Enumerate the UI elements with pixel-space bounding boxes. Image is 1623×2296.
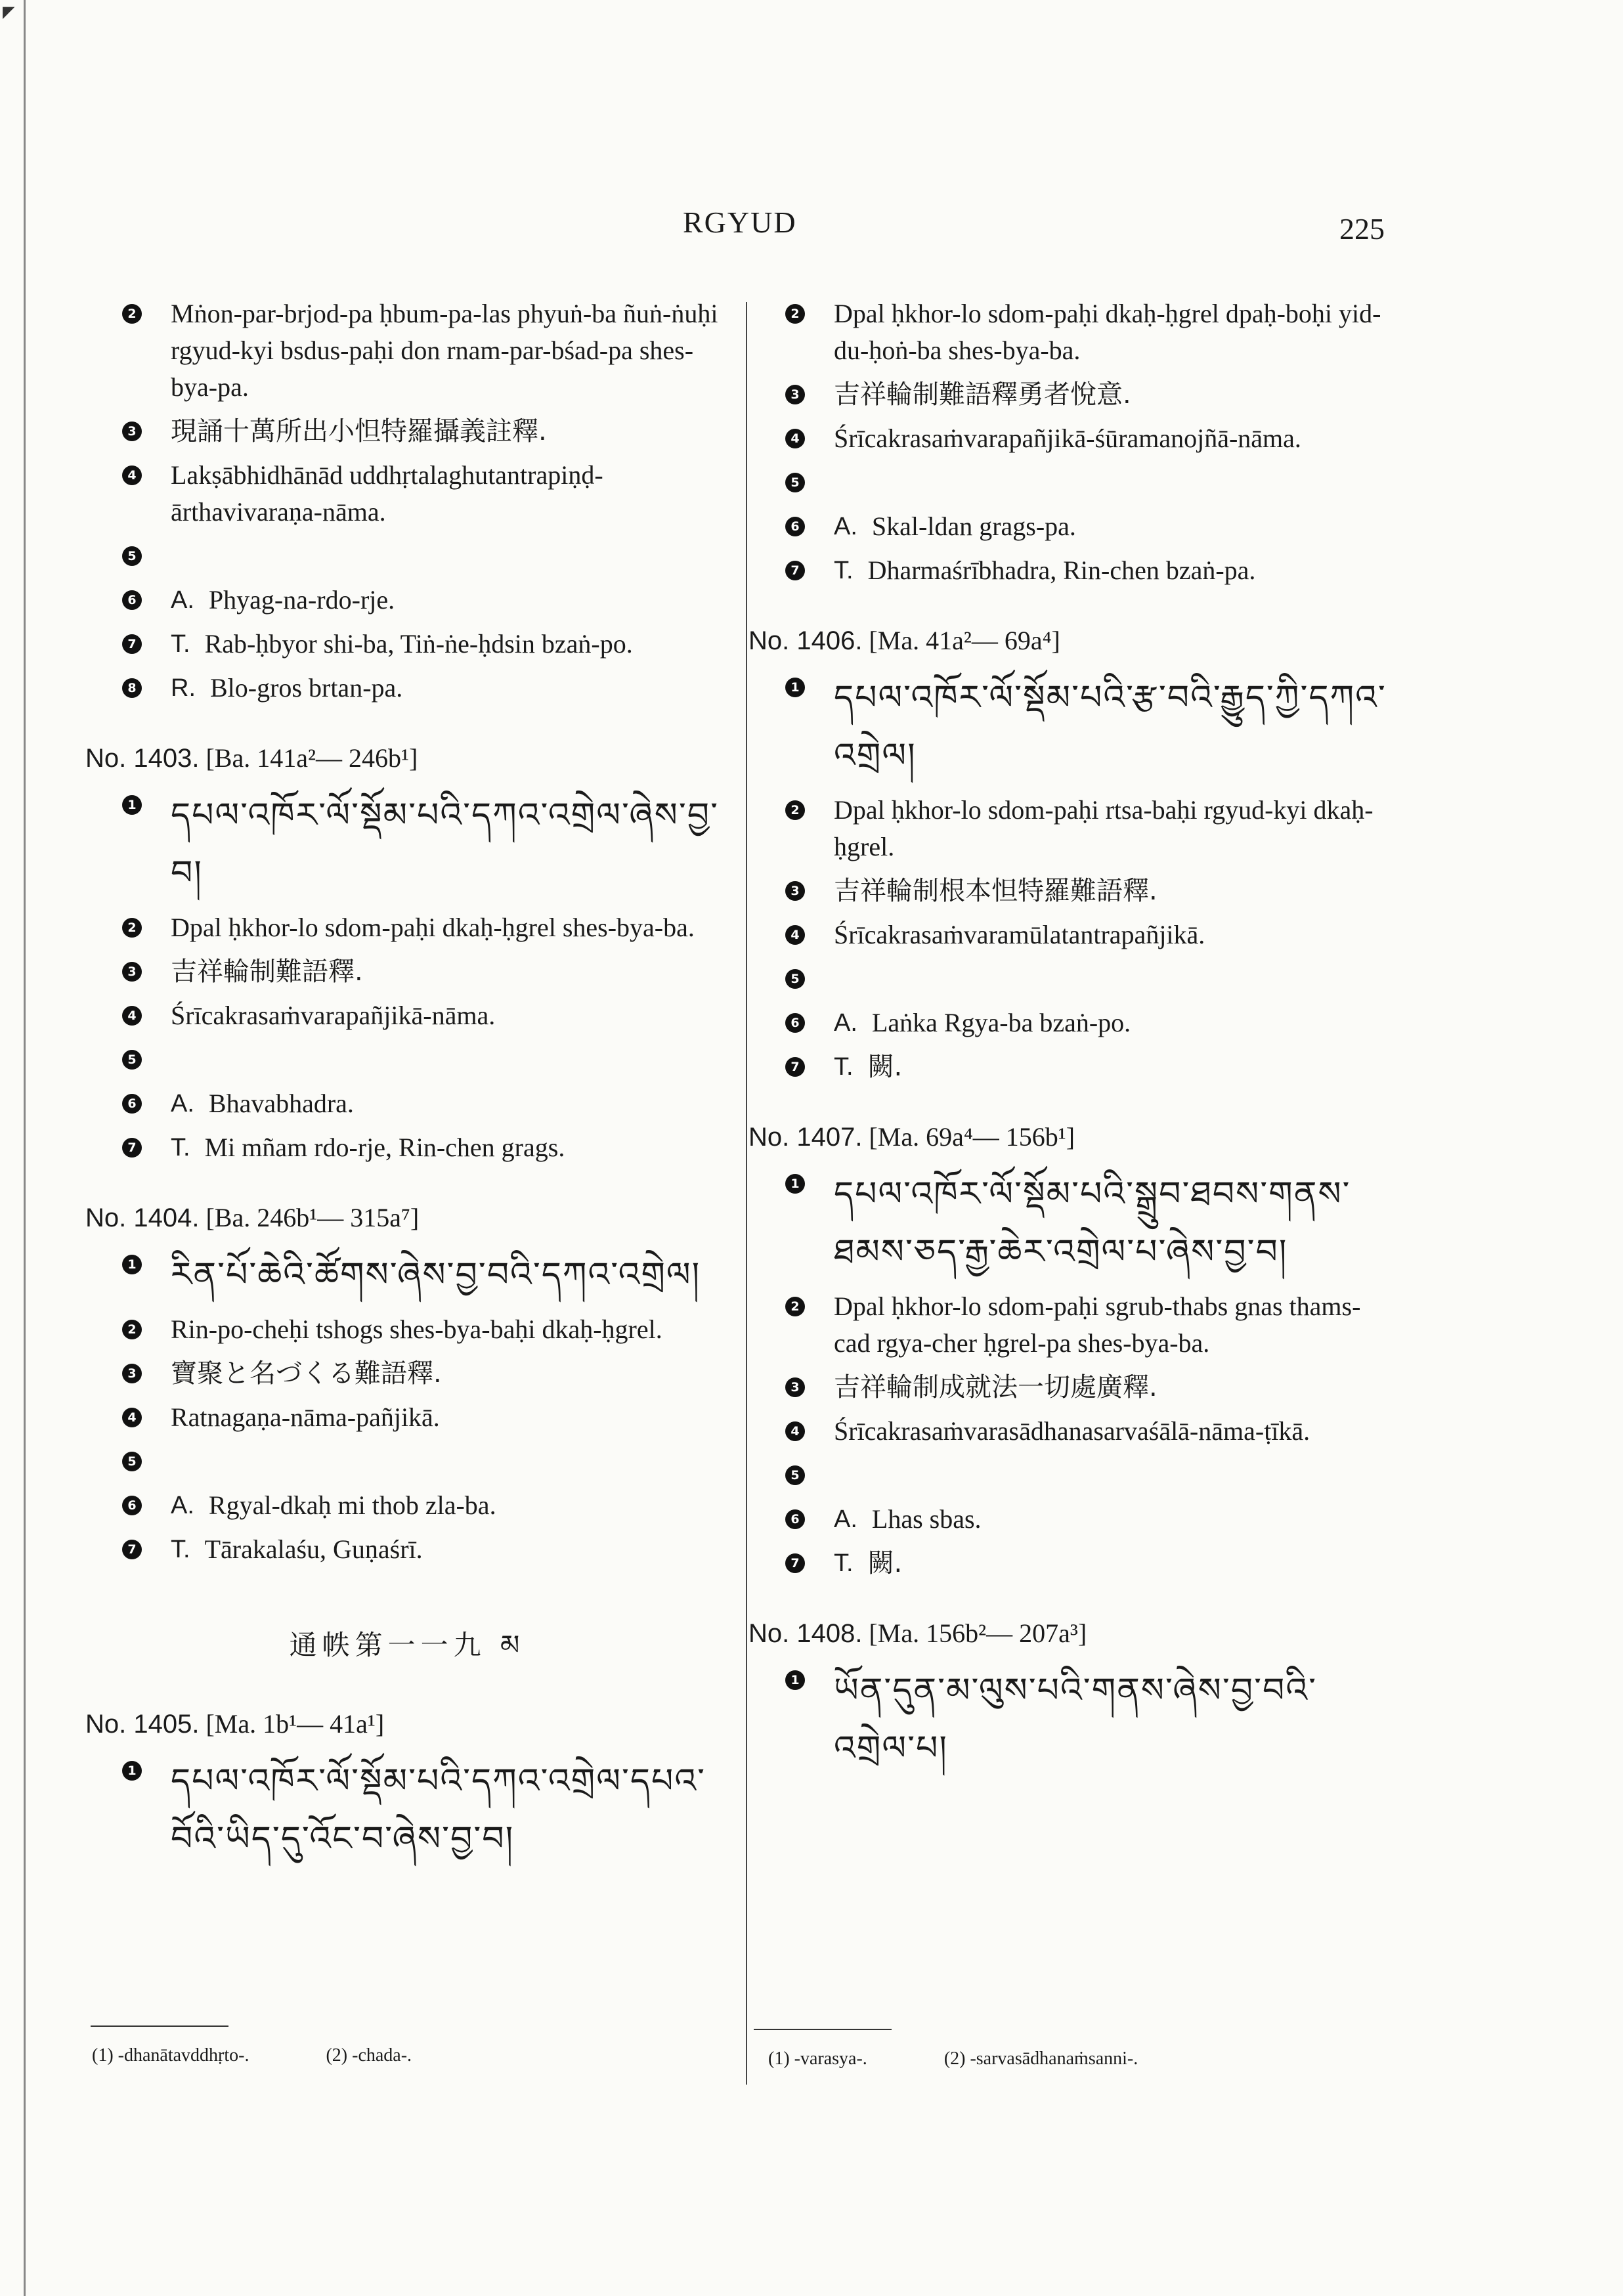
field-text: Blo-gros brtan-pa. xyxy=(210,673,403,703)
field-text: 現誦十萬所出小怛特羅攝義註釋. xyxy=(171,416,547,446)
field-letter: A. xyxy=(171,1090,194,1117)
field-tibetan-script xyxy=(748,1662,1392,1777)
field-marker: 4 xyxy=(785,429,805,448)
field-marker: 4 xyxy=(122,1408,142,1427)
entry-number: No. 1408. xyxy=(748,1619,863,1648)
entry-reference: [Ba. 141a²— 246b¹] xyxy=(206,743,418,773)
field-text xyxy=(171,1443,729,1480)
footnote: (2) -chada-. xyxy=(326,2045,412,2066)
field-marker: 3 xyxy=(785,881,805,901)
field-marker: 3 xyxy=(785,385,805,404)
field-letter: T. xyxy=(834,557,854,584)
field-text: Tārakalaśu, Guṇaśrī. xyxy=(204,1534,423,1564)
corner-mark-icon: ◤ xyxy=(3,3,15,21)
field-marker: 2 xyxy=(122,304,142,324)
right-column xyxy=(748,295,1392,1785)
field-tibetan-transliteration xyxy=(85,1311,729,1348)
entry-number: No. 1405. xyxy=(85,1710,200,1739)
field-text: Bhavabhadra. xyxy=(208,1089,354,1118)
field-marker: 4 xyxy=(122,1006,142,1026)
field-chinese-title xyxy=(748,873,1392,909)
entry-1405-continued xyxy=(748,295,1392,589)
field-text: 吉祥輪制難語釋勇者悅意. xyxy=(834,379,1131,410)
field-marker: 1 xyxy=(122,795,142,815)
field-marker: 6 xyxy=(785,1509,805,1529)
entry-heading xyxy=(748,1118,1392,1156)
column-divider xyxy=(746,302,747,2085)
field-marker: 5 xyxy=(122,546,142,566)
field-marker: 2 xyxy=(785,800,805,820)
field-marker: 7 xyxy=(122,1540,142,1559)
entry-1407 xyxy=(748,1118,1392,1582)
field-text: Phyag-na-rdo-rje. xyxy=(208,585,395,615)
entry-heading xyxy=(748,1614,1392,1653)
field-marker: 6 xyxy=(122,1094,142,1114)
field-letter: A. xyxy=(834,513,857,540)
field-marker: 3 xyxy=(122,1364,142,1383)
field-text: Rin-po-cheḥi tshogs shes-bya-baḥi dkaḥ-ḥgrel. xyxy=(171,1314,662,1344)
field-marker: 5 xyxy=(785,473,805,492)
footnote-rule xyxy=(91,2025,228,2027)
field-tibetan-transliteration xyxy=(748,1288,1392,1362)
field-text: 吉祥輪制根本怛特羅難語釋. xyxy=(834,876,1158,906)
field-text: དཔལ་འཁོར་ལོ་སྡོམ་པའི་རྩ་བའི་རྒྱུད་ཀྱི་དཀའ་འགྲེལ། xyxy=(834,678,1387,775)
footnote: (2) -sarvasādhanaṁsanni-. xyxy=(943,2048,1138,2069)
entry-reference: [Ma. 41a²— 69a⁴] xyxy=(869,626,1060,655)
field-text: Laṅka Rgya-ba bzaṅ-po. xyxy=(871,1008,1131,1037)
entry-1403 xyxy=(85,739,729,1166)
field-text: Skal-ldan grags-pa. xyxy=(871,511,1076,541)
field-marker: 7 xyxy=(122,1138,142,1158)
field-sanskrit-title xyxy=(748,917,1392,953)
field-author xyxy=(85,1487,729,1524)
field-text: Śrīcakrasaṁvarapañjikā-śūramanojñā-nāma. xyxy=(834,423,1301,453)
field-marker: 4 xyxy=(785,925,805,945)
field-marker: 7 xyxy=(122,634,142,654)
field-marker: 2 xyxy=(785,304,805,324)
field-marker: 7 xyxy=(785,1553,805,1573)
field-author xyxy=(748,1501,1392,1538)
field-marker: 1 xyxy=(122,1761,142,1781)
field-text: 吉祥輪制難語釋. xyxy=(171,957,363,987)
field-text xyxy=(834,961,1392,997)
running-header: RGYUD xyxy=(683,206,797,239)
entry-reference: [Ba. 246b¹— 315a⁷] xyxy=(206,1203,420,1232)
field-tibetan-script xyxy=(748,1165,1392,1281)
entry-number: No. 1404. xyxy=(85,1203,200,1232)
field-text: དཔལ་འཁོར་ལོ་སྡོམ་པའི་དཀའ་འགྲེལ་ཞེས་བྱ་བ། xyxy=(171,796,719,893)
field-author xyxy=(748,1005,1392,1041)
field-marker: 6 xyxy=(785,1013,805,1033)
field-text: རིན་པོ་ཆེའི་ཚོགས་ཞེས་བྱ་བའི་དཀའ་འགྲེལ། xyxy=(171,1255,701,1295)
field-sanskrit-title xyxy=(85,997,729,1034)
entry-heading xyxy=(85,1199,729,1237)
field-empty xyxy=(748,464,1392,501)
field-marker: 2 xyxy=(785,1297,805,1316)
field-text: 寶聚と名づくる難語釋. xyxy=(171,1358,442,1389)
entry-reference: [Ma. 1b¹— 41a¹] xyxy=(206,1709,385,1739)
field-letter: T. xyxy=(171,1536,190,1563)
entry-number: No. 1406. xyxy=(748,626,863,655)
field-marker: 1 xyxy=(122,1255,142,1274)
footnote: (1) -dhanātavddhṛto-. xyxy=(92,2045,249,2066)
page-number: 225 xyxy=(1339,212,1385,246)
field-tibetan-script xyxy=(85,1752,729,1868)
field-text: Śrīcakrasaṁvarapañjikā-nāma. xyxy=(171,1001,496,1030)
field-letter: A. xyxy=(834,1009,857,1037)
field-tibetan-script xyxy=(85,1246,729,1304)
field-tibetan-transliteration xyxy=(748,295,1392,369)
field-marker: 1 xyxy=(785,678,805,697)
entry-1404 xyxy=(85,1199,729,1568)
field-text: ཡོན་དུན་མ་ལུས་པའི་གནས་ཞེས་བྱ་བའི་འགྲེལ་པ། xyxy=(834,1671,1318,1768)
footnote: (1) -varasya-. xyxy=(768,2048,867,2069)
field-text xyxy=(171,538,729,574)
entry-heading xyxy=(748,622,1392,660)
field-marker: 7 xyxy=(785,561,805,580)
field-chinese-title xyxy=(748,1369,1392,1406)
entry-1406 xyxy=(748,622,1392,1085)
field-author xyxy=(748,508,1392,545)
field-marker: 5 xyxy=(122,1050,142,1070)
page-edge-line xyxy=(24,0,26,2296)
field-tibetan-script xyxy=(748,669,1392,785)
field-marker: 3 xyxy=(122,422,142,441)
field-translator xyxy=(748,552,1392,589)
entry-1405 xyxy=(85,1705,729,1868)
field-marker: 1 xyxy=(785,1174,805,1194)
field-letter: A. xyxy=(171,1492,194,1519)
field-tibetan-transliteration xyxy=(85,909,729,946)
field-text xyxy=(834,464,1392,501)
field-tibetan-transliteration xyxy=(748,792,1392,865)
field-translator xyxy=(85,626,729,662)
field-letter: A. xyxy=(171,586,194,614)
field-text: དཔལ་འཁོར་ལོ་སྡོམ་པའི་དཀའ་འགྲེལ་དཔའ་བོའི་ཡིད་དུ་འོང་བ་ཞེས་བྱ་བ། xyxy=(171,1762,706,1859)
field-text: Rab-ḥbyor shi-ba, Tiṅ-ṅe-ḥdsin bzaṅ-po. xyxy=(204,629,633,659)
field-text: 闕. xyxy=(867,1548,903,1578)
footnotes-right xyxy=(768,2048,1210,2069)
field-marker: 6 xyxy=(785,517,805,536)
field-empty xyxy=(85,1041,729,1078)
field-reviser xyxy=(85,670,729,706)
footnote-rule xyxy=(754,2029,892,2030)
field-sanskrit-title xyxy=(85,457,729,531)
field-text: 吉祥輪制成就法一切處廣釋. xyxy=(834,1372,1158,1402)
field-chinese-title xyxy=(85,1355,729,1392)
field-text: Dpal ḥkhor-lo sdom-paḥi dkaḥ-ḥgrel shes-bya-ba. xyxy=(171,913,695,942)
field-empty xyxy=(85,538,729,574)
entry-number: No. 1403. xyxy=(85,744,200,773)
volume-heading: 通帙第一一九 མ xyxy=(289,1629,525,1661)
field-letter: T. xyxy=(834,1549,854,1577)
field-translator xyxy=(748,1049,1392,1085)
field-marker: 6 xyxy=(122,590,142,610)
field-text: Śrīcakrasaṁvarasādhanasarvaśālā-nāma-ṭīkā. xyxy=(834,1416,1310,1446)
entry-1402-continued xyxy=(85,295,729,706)
field-chinese-title xyxy=(85,413,729,450)
entry-heading xyxy=(85,739,729,777)
field-sanskrit-title xyxy=(748,1413,1392,1450)
field-letter: T. xyxy=(834,1053,854,1081)
field-marker: 5 xyxy=(785,1465,805,1485)
field-tibetan-script xyxy=(85,787,729,902)
field-letter: T. xyxy=(171,1134,190,1161)
entry-reference: [Ma. 156b²— 207a³] xyxy=(869,1618,1087,1648)
field-letter: T. xyxy=(171,630,190,658)
field-marker: 1 xyxy=(785,1670,805,1690)
field-text: དཔལ་འཁོར་ལོ་སྡོམ་པའི་སྒྲུབ་ཐབས་གནས་ཐམས་ཅད་རྒྱ་ཆེར་འགྲེལ་པ་ཞེས་བྱ་བ། xyxy=(834,1175,1351,1272)
field-translator xyxy=(85,1531,729,1568)
entry-1408 xyxy=(748,1614,1392,1777)
entry-number: No. 1407. xyxy=(748,1123,863,1152)
field-marker: 4 xyxy=(122,466,142,485)
field-marker: 5 xyxy=(785,969,805,989)
field-empty xyxy=(748,1457,1392,1494)
field-sanskrit-title xyxy=(85,1399,729,1436)
field-text: Rgyal-dkaḥ mi thob zla-ba. xyxy=(208,1490,496,1520)
field-letter: A. xyxy=(834,1505,857,1533)
field-text: Ratnagaṇa-nāma-pañjikā. xyxy=(171,1402,440,1432)
field-marker: 6 xyxy=(122,1496,142,1515)
field-empty xyxy=(748,961,1392,997)
field-text: 闕. xyxy=(867,1052,903,1082)
field-translator xyxy=(85,1129,729,1166)
field-author xyxy=(85,1085,729,1122)
entry-reference: [Ma. 69a⁴— 156b¹] xyxy=(869,1122,1075,1152)
field-sanskrit-title xyxy=(748,420,1392,457)
field-empty xyxy=(85,1443,729,1480)
field-marker: 7 xyxy=(785,1057,805,1077)
footnotes-left xyxy=(92,2045,484,2066)
field-text: Dpal ḥkhor-lo sdom-paḥi rtsa-baḥi rgyud-kyi dkaḥ-ḥgrel. xyxy=(834,795,1374,861)
field-text: Mṅon-par-brjod-pa ḥbum-pa-las phyuṅ-ba ñuṅ-ṅuḥi rgyud-kyi bsdus-paḥi don rnam-par-bśad-pa shes-bya-pa. xyxy=(171,299,718,402)
field-tibetan-transliteration xyxy=(85,295,729,406)
field-marker: 5 xyxy=(122,1452,142,1471)
entry-heading xyxy=(85,1705,729,1743)
field-marker: 8 xyxy=(122,678,142,698)
field-marker: 4 xyxy=(785,1421,805,1441)
left-column xyxy=(85,295,729,1875)
field-text xyxy=(834,1457,1392,1494)
field-chinese-title xyxy=(748,376,1392,413)
field-text: Dharmaśrībhadra, Rin-chen bzaṅ-pa. xyxy=(867,555,1256,585)
field-text: Mi mñam rdo-rje, Rin-chen grags. xyxy=(204,1133,565,1162)
field-author xyxy=(85,582,729,618)
field-marker: 2 xyxy=(122,1320,142,1339)
field-text xyxy=(171,1041,729,1078)
field-chinese-title xyxy=(85,953,729,990)
field-text: Dpal ḥkhor-lo sdom-paḥi sgrub-thabs gnas thams-cad rgya-cher ḥgrel-pa shes-bya-ba. xyxy=(834,1291,1361,1358)
field-text: Lakṣābhidhānād uddhṛtalaghutantrapiṇḍ-ārthavivaraṇa-nāma. xyxy=(171,460,603,527)
field-text: Śrīcakrasaṁvaramūlatantrapañjikā. xyxy=(834,920,1205,949)
field-translator xyxy=(748,1545,1392,1582)
field-text: Lhas sbas. xyxy=(871,1504,982,1534)
field-text: Dpal ḥkhor-lo sdom-paḥi dkaḥ-ḥgrel dpaḥ-boḥi yid-du-ḥoṅ-ba shes-bya-ba. xyxy=(834,299,1381,365)
field-marker: 3 xyxy=(122,962,142,982)
field-marker: 3 xyxy=(785,1377,805,1397)
field-letter: R. xyxy=(171,674,196,702)
field-marker: 2 xyxy=(122,918,142,938)
